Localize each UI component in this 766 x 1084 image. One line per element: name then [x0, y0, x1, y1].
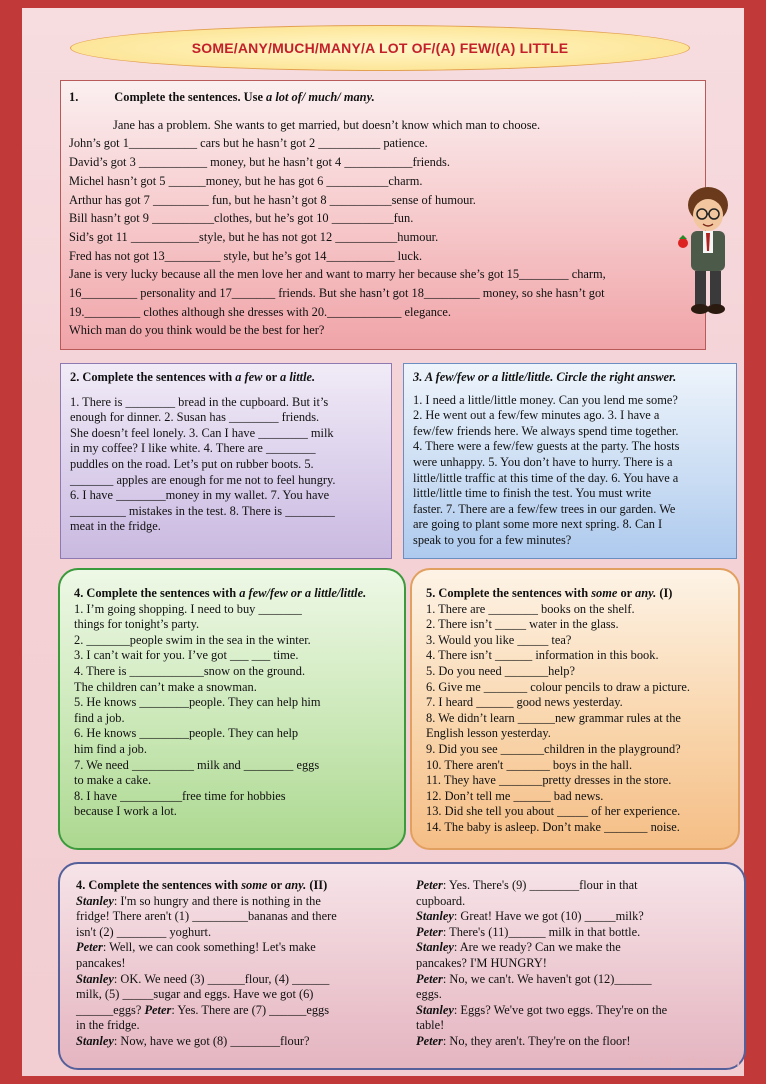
exercise-2	[60, 363, 392, 559]
worksheet-page	[22, 8, 744, 1076]
sentence-line: 5. He knows ________people. They can help him	[74, 695, 321, 710]
dialogue-text: table!	[416, 1018, 445, 1033]
sentence-line: 1. There is ________ bread in the cupboard. But it’s	[70, 394, 329, 409]
sentence-line: 4. There were a few/few guests at the party. The hosts	[413, 439, 680, 454]
sentence-line: him find a job.	[74, 741, 147, 756]
sentence-line: are going to plant some more next spring. 8. Can I	[413, 517, 663, 532]
sentence-line: _________ mistakes in the test. 8. There is ________	[70, 503, 335, 518]
target-words: a lot of/ much/ many.	[266, 90, 375, 104]
sentence-line: 3. I can’t wait for you. I’ve got ___ ___ time.	[74, 648, 299, 663]
exercise-instruction: 4. Complete the sentences with	[76, 878, 242, 892]
sentence-line: 2. There isn’t _____ water in the glass.	[426, 617, 619, 632]
exercise-4-header	[74, 586, 394, 602]
dialogue-line	[76, 956, 398, 972]
exercise-5	[410, 568, 740, 850]
dialogue-text: pancakes!	[76, 955, 126, 970]
dialogue-line	[416, 956, 734, 972]
speaker-name: Stanley	[416, 909, 454, 924]
target-words: a few/few or a little/little.	[239, 586, 367, 600]
sentence-line: 10. There aren't _______ boys in the hall.	[426, 757, 633, 772]
watermark: iSLCollective.com	[628, 1054, 740, 1069]
sentence-line: Fred has not got 13_________ style, but he’s got 14___________ luck.	[69, 248, 423, 263]
exercise-instruction: 4. Complete the sentences with	[74, 586, 240, 600]
sentence-line: 6. I have ________money in my wallet. 7. You have	[70, 488, 330, 503]
boy-cartoon-image	[673, 181, 743, 319]
speaker-name: Peter	[76, 940, 103, 955]
sentence-line: 7. I heard ______ good news yesterday.	[426, 695, 623, 710]
sentence-line: 19._________ clothes although she dresses with 20.____________ elegance.	[69, 304, 451, 319]
dialogue-text: : Yes. There's (9) ________flour in that	[442, 878, 638, 892]
target-word: some	[241, 878, 268, 892]
dialogue-text: in the fridge.	[76, 1018, 140, 1033]
dialogue-text: : Are we ready? Can we make the	[453, 940, 621, 955]
sentence-line: Bill hasn’t got 9 __________clothes, but he’s got 10 __________fun.	[69, 211, 414, 226]
sentence-line: 8. We didn’t learn ______new grammar rules at the	[426, 710, 681, 725]
story-intro: Jane has a problem. She wants to get married, but doesn’t know which man to choose.	[113, 117, 541, 132]
dialogue-text: : OK. We need (3) ______flour, (4) ______	[113, 971, 330, 986]
dialogue-text: : No, they aren't. They're on the floor!	[442, 1033, 631, 1048]
sentence-line: 13. Did she tell you about _____ of her experience.	[426, 804, 681, 819]
dialogue-text: : Now, have we got (8) ________flour?	[113, 1033, 310, 1048]
sentence-line: David’s got 3 ___________ money, but he hasn’t got 4 ___________friends.	[69, 155, 450, 170]
sentence-line: Sid’s got 11 ___________style, but he has not got 12 __________humour.	[69, 229, 439, 244]
dialogue-line	[416, 878, 734, 894]
sentence-line: John’s got 1___________ cars but he hasn’t got 2 __________ patience.	[69, 136, 428, 151]
exercise-1	[60, 80, 706, 350]
sentence-line: 3. Would you like _____ tea?	[426, 632, 572, 647]
sentence-line: puddles on the road. Let’s put on rubber boots. 5.	[70, 456, 314, 471]
sentence-line: enough for dinner. 2. Susan has ________ friends.	[70, 410, 320, 425]
sentence-line: to make a cake.	[74, 773, 152, 788]
dialogue-line	[76, 1003, 398, 1019]
dialogue-line	[416, 972, 734, 988]
sentence-line: English lesson yesterday.	[426, 726, 551, 741]
exercise-dialogue-header	[76, 878, 398, 894]
speaker-name: Peter	[144, 1002, 172, 1017]
exercise-dialogue	[58, 862, 746, 1070]
sentence-line: 16_________ personality and 17_______ friends. But she hasn’t got 18_________ money, so she hasn’t got	[69, 286, 605, 301]
speaker-name: Stanley	[416, 1002, 454, 1017]
dialogue-line	[416, 987, 734, 1003]
sentence-line: speak to you for a few minutes?	[413, 532, 572, 547]
speaker-name: Stanley	[76, 971, 114, 986]
exercise-1-header	[69, 88, 697, 107]
sentence-line: 7. We need __________ milk and ________ eggs	[74, 757, 320, 772]
sentence-line: The children can’t make a snowman.	[74, 679, 257, 694]
sentence-line: find a job.	[74, 710, 125, 725]
dialogue-text: isn't (2) ________ yoghurt.	[76, 924, 212, 939]
dialogue-line	[76, 1018, 398, 1034]
speaker-name: Peter	[416, 1033, 443, 1048]
part-label: (II)	[306, 878, 328, 892]
dialogue-text: ______eggs?	[76, 1002, 145, 1017]
dialogue-text: milk, (5) _____sugar and eggs. Have we got (6)	[76, 987, 314, 1002]
sentence-line: Michel hasn’t got 5 ______money, but he has got 6 __________charm.	[69, 173, 423, 188]
dialogue-left-column	[76, 878, 398, 1050]
dialogue-line	[76, 1034, 398, 1050]
speaker-name: Peter	[416, 878, 443, 892]
sentence-line: because I work a lot.	[74, 804, 177, 819]
target-word: any.	[285, 878, 307, 892]
dialogue-line	[76, 972, 398, 988]
dialogue-text: : There's (11)______ milk in that bottle.	[442, 924, 641, 939]
sentence-line: were unhappy. 5. You don’t have to hurry. There is a	[413, 454, 673, 469]
sentence-line: Arthur has got 7 _________ fun, but he hasn’t got 8 __________sense of humour.	[69, 192, 476, 207]
exercise-instruction: 5. Complete the sentences with	[426, 586, 592, 600]
connector: or	[267, 878, 286, 892]
sentence-line: She doesn’t feel lonely. 3. Can I have ________ milk	[70, 425, 334, 440]
sentence-line: 1. I’m going shopping. I need to buy _______	[74, 601, 302, 616]
dialogue-line	[76, 894, 398, 910]
exercise-2-header	[70, 370, 383, 386]
dialogue-line	[76, 987, 398, 1003]
sentence-line: _______ apples are enough for me not to feel hungry.	[70, 472, 336, 487]
exercise-instruction: Complete the sentences. Use	[114, 90, 267, 104]
sentence-line: 11. They have _______pretty dresses in the store.	[426, 773, 672, 788]
sentence-line: faster. 7. There are a few/few trees in our garden. We	[413, 501, 676, 516]
dialogue-text: : I'm so hungry and there is nothing in the	[113, 893, 321, 908]
speaker-name: Stanley	[76, 893, 114, 908]
speaker-name: Peter	[416, 971, 443, 986]
dialogue-text: : Yes. There are (7) ______eggs	[171, 1002, 330, 1017]
dialogue-text: pancakes? I'M HUNGRY!	[416, 955, 547, 970]
sentence-line: 9. Did you see _______children in the playground?	[426, 741, 681, 756]
sentence-line: little/little time to finish the test. You must write	[413, 486, 652, 501]
dialogue-text: : No, we can't. We haven't got (12)______	[442, 971, 652, 986]
sentence-line: in my coffee? I like white. 4. There are ________	[70, 441, 316, 456]
exercise-3-header: 3. A few/few or a little/little. Circle the right answer.	[413, 370, 677, 384]
sentence-line: few/few friends here. We always spend time together.	[413, 423, 679, 438]
worksheet-title: SOME/ANY/MUCH/MANY/A LOT OF/(A) FEW/(A) LITTLE	[191, 40, 569, 56]
part-label: (I)	[656, 586, 673, 600]
exercise-3	[403, 363, 737, 559]
dialogue-line	[76, 909, 398, 925]
dialogue-line	[76, 925, 398, 941]
dialogue-right-column	[416, 878, 734, 1050]
dialogue-text: : Well, we can cook something! Let's make	[102, 940, 316, 955]
sentence-line: things for tonight’s party.	[74, 617, 200, 632]
sentence-line: Jane is very lucky because all the men love her and want to marry her because she’s got 15________ charm,	[69, 267, 606, 282]
dialogue-line	[76, 940, 398, 956]
title-banner	[70, 25, 690, 71]
dialogue-line	[416, 894, 734, 910]
sentence-line: 4. There isn’t ______ information in this book.	[426, 648, 659, 663]
dialogue-line	[416, 909, 734, 925]
sentence-line: 6. He knows ________people. They can help	[74, 726, 299, 741]
dialogue-line	[416, 940, 734, 956]
speaker-name: Stanley	[76, 1033, 114, 1048]
dialogue-line	[416, 1018, 734, 1034]
sentence-line: 4. There is ____________snow on the ground.	[74, 663, 306, 678]
sentence-line: 8. I have __________free time for hobbies	[74, 788, 286, 803]
sentence-line: 2. _______people swim in the sea in the winter.	[74, 632, 311, 647]
sentence-line: 12. Don’t tell me ______ bad news.	[426, 788, 604, 803]
dialogue-line	[416, 925, 734, 941]
speaker-name: Stanley	[416, 940, 454, 955]
sentence-line: 2. He went out a few/few minutes ago. 3. I have a	[413, 408, 660, 423]
dialogue-line	[416, 1003, 734, 1019]
dialogue-text: : Great! Have we got (10) _____milk?	[453, 909, 644, 924]
target-word: some	[591, 586, 618, 600]
dialogue-line	[416, 1034, 734, 1050]
speaker-name: Peter	[416, 924, 443, 939]
sentence-line: meat in the fridge.	[70, 519, 161, 534]
dialogue-text: fridge! There aren't (1) _________bananas and there	[76, 909, 337, 924]
target-word: any.	[635, 586, 657, 600]
sentence-line: 5. Do you need _______help?	[426, 663, 576, 678]
connector: or	[617, 586, 636, 600]
exercise-instruction: 2. Complete the sentences with	[70, 370, 236, 384]
exercise-4	[58, 568, 406, 850]
sentence-line: 1. There are ________ books on the shelf.	[426, 601, 635, 616]
sentence-line: little/little traffic at this time of the day. 6. You have a	[413, 470, 679, 485]
dialogue-text: : Eggs? We've got two eggs. They're on the	[453, 1002, 668, 1017]
sentence-line: 1. I need a little/little money. Can you lend me some?	[413, 392, 678, 407]
connector: or	[262, 370, 281, 384]
dialogue-text: eggs.	[416, 987, 442, 1002]
sentence-line: 14. The baby is asleep. Don’t make _______ noise.	[426, 819, 680, 834]
question-line: Which man do you think would be the best for her?	[69, 323, 325, 338]
dialogue-text: cupboard.	[416, 893, 466, 908]
exercise-5-header	[426, 586, 728, 602]
sentence-line: 6. Give me _______ colour pencils to draw a picture.	[426, 679, 690, 694]
target-word: a few	[235, 370, 263, 384]
target-word: a little.	[280, 370, 316, 384]
exercise-number: 1.	[69, 90, 79, 104]
